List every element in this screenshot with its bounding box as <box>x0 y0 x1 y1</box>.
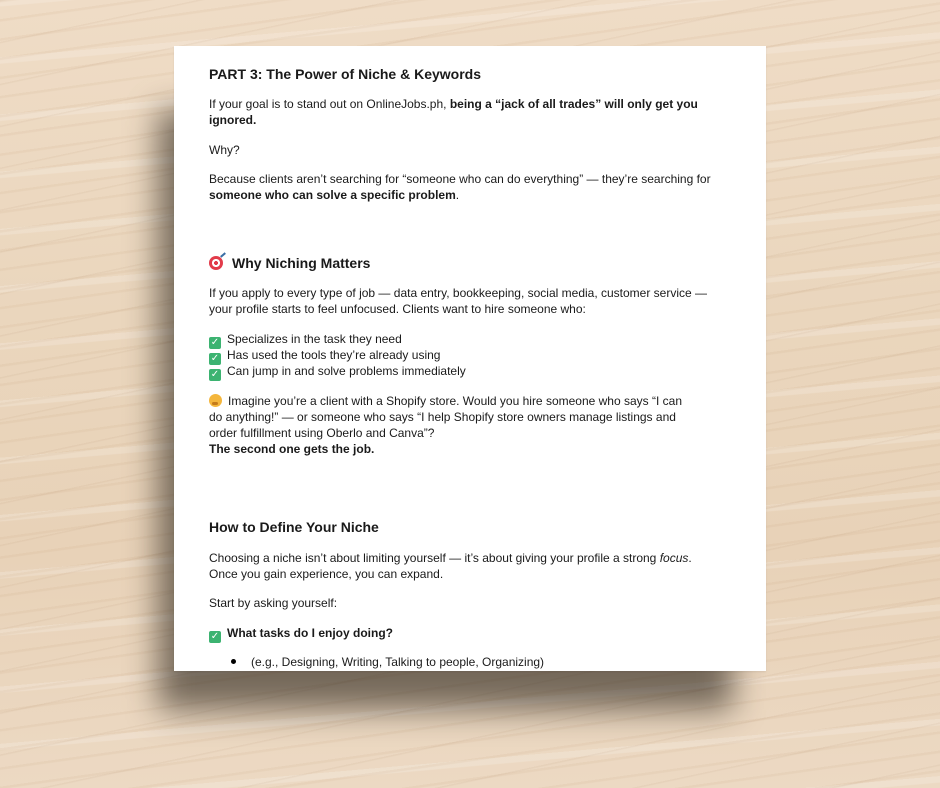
check-icon: ✓ <box>210 337 220 348</box>
because-bold-text: someone who can solve a specific problem <box>209 188 456 202</box>
question-item <box>209 625 393 643</box>
imagine-line1 <box>209 393 682 409</box>
check-icon: ✓ <box>210 631 220 642</box>
check-item <box>209 363 466 381</box>
part3-intro-line1 <box>209 96 698 112</box>
because-line2 <box>209 187 459 203</box>
bullet-text: (e.g., Designing, Writing, Talking to people, Organizing) <box>251 655 545 669</box>
define-para-line2: Once you gain experience, you can expand. <box>209 567 444 581</box>
part3-heading: PART 3: The Power of Niche & Keywords <box>209 66 482 82</box>
check-item-text: Has used the tools they’re already using <box>227 348 441 362</box>
because-line1: Because clients aren’t searching for “someone who can do everything” — they’re searching for <box>209 172 711 186</box>
question-text: What tasks do I enjoy doing? <box>227 626 394 640</box>
imagine-text-1: Imagine you’re a client with a Shopify store. Would you hire someone who says “I can <box>228 394 683 408</box>
define-para-line1 <box>209 550 692 566</box>
define-text: Choosing a niche isn’t about limiting yourself — it’s about giving your profile a strong <box>209 551 660 565</box>
thinking-face-icon <box>209 394 222 407</box>
check-icon: ✓ <box>210 369 220 380</box>
start-text: Start by asking yourself: <box>209 596 338 610</box>
niching-heading-row <box>209 254 370 272</box>
list-item <box>209 654 544 670</box>
intro-bold-text: being a “jack of all trades” will only get you <box>449 97 698 111</box>
imagine-line3: order fulfillment using Oberlo and Canva”? <box>209 426 435 440</box>
check-icon: ✓ <box>210 353 220 364</box>
niching-para-line2: your profile starts to feel unfocused. Clients want to hire someone who: <box>209 302 586 316</box>
why-text: Why? <box>209 143 240 157</box>
focus-italic: focus <box>659 551 689 565</box>
niching-heading: Why Niching Matters <box>232 255 371 271</box>
part3-intro-line2: ignored. <box>209 113 257 127</box>
because-end-text: . <box>455 188 460 202</box>
niching-para-line1: If you apply to every type of job — data entry, bookkeeping, social media, customer service — <box>209 286 708 300</box>
document-page <box>174 46 766 671</box>
imagine-line2: do anything!” — or someone who says “I help Shopify store owners manage listings and <box>209 410 676 424</box>
target-icon <box>209 256 223 270</box>
define-heading: How to Define Your Niche <box>209 519 379 535</box>
check-item-text: Can jump in and solve problems immediately <box>227 364 466 378</box>
define-end: . <box>688 551 692 565</box>
conclusion-text: The second one gets the job. <box>209 442 375 456</box>
check-item-text: Specializes in the task they need <box>227 332 402 346</box>
bullet-icon <box>231 659 236 664</box>
intro-plain-text: If your goal is to stand out on OnlineJobs.ph, <box>209 97 450 111</box>
